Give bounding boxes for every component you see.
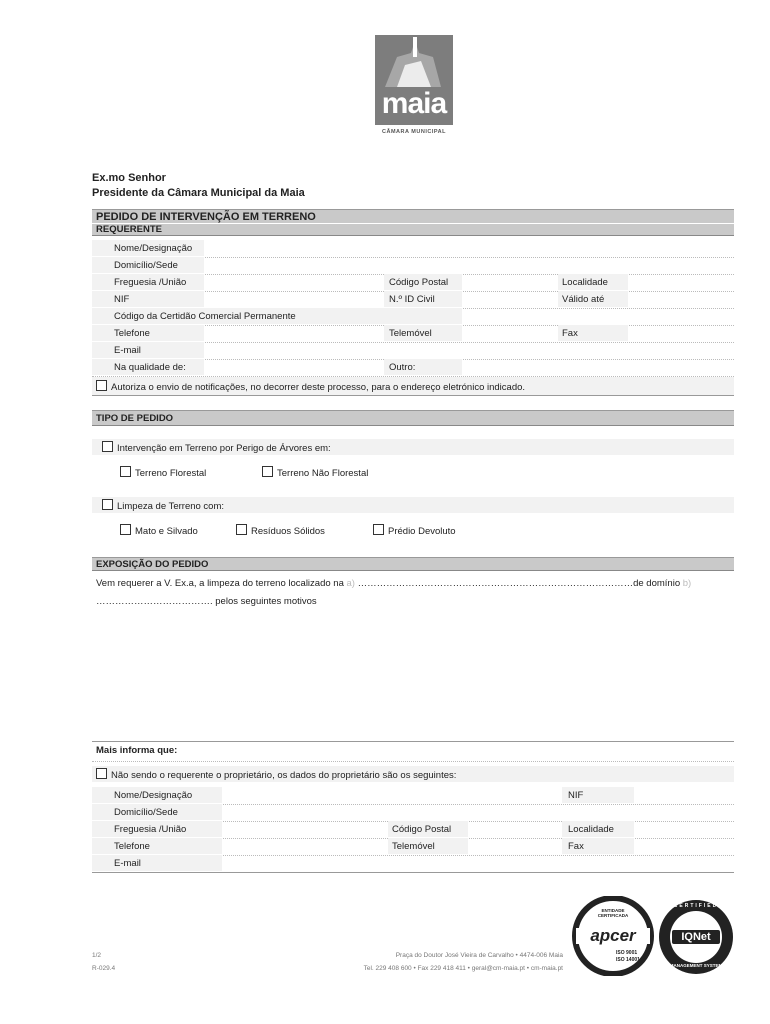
label-telemovel: Telemóvel [389, 328, 432, 339]
requerente-header: REQUERENTE [92, 224, 734, 236]
row-limpeza [92, 497, 734, 513]
apcer-badge [570, 896, 656, 976]
label-prop-email: E-mail [114, 858, 141, 869]
label-prop-fax: Fax [568, 841, 584, 852]
form-title: PEDIDO DE INTERVENÇÃO EM TERRENO [92, 209, 734, 223]
row-prop-freguesia [92, 821, 734, 839]
row-prop-telefone [92, 838, 734, 856]
row-qualidade [92, 359, 734, 377]
label-prop-nif: NIF [568, 790, 584, 801]
exposicao-text-area[interactable] [92, 612, 734, 740]
florestal-label: Terreno Florestal [135, 468, 207, 479]
row-telefone [92, 325, 734, 343]
row-autoriza [92, 377, 734, 396]
label-prop-localidade: Localidade [568, 824, 614, 835]
predio-label: Prédio Devoluto [388, 526, 456, 537]
proprietario-checkbox[interactable] [96, 768, 107, 779]
exposicao-line-2: ………………………………. pelos seguintes motivos [96, 596, 317, 607]
iso-14001: ISO 14001 [616, 957, 640, 963]
row-freguesia [92, 274, 734, 292]
label-telefone: Telefone [114, 328, 150, 339]
label-prop-telemovel: Telemóvel [392, 841, 435, 852]
label-prop-freguesia: Freguesia /União [114, 824, 187, 835]
predio-option[interactable] [373, 524, 456, 537]
tipo-header: TIPO DE PEDIDO [92, 410, 734, 426]
label-prop-domicilio: Domicílio/Sede [114, 807, 178, 818]
label-qualidade: Na qualidade de: [114, 362, 186, 373]
row-proprietario [92, 766, 734, 782]
apcer-ring-text: ENTIDADE CERTIFICADA [597, 908, 629, 918]
label-nif: NIF [114, 294, 130, 305]
nao-florestal-label: Terreno Não Florestal [277, 468, 369, 479]
exposicao-header: EXPOSIÇÃO DO PEDIDO [92, 557, 734, 571]
label-valido: Válido até [562, 294, 605, 305]
mais-header: Mais informa que: [96, 745, 178, 756]
footer-address: Praça do Doutor José Vieira de Carvalho • 4474-006 Maia [395, 952, 563, 959]
exposicao-line-1 [96, 578, 691, 589]
field-nome[interactable] [204, 240, 734, 256]
label-certidao: Código da Certidão Comercial Permanente [114, 311, 296, 322]
nao-florestal-checkbox[interactable] [262, 466, 273, 477]
mato-checkbox[interactable] [120, 524, 131, 535]
mato-option[interactable] [120, 524, 198, 537]
iqnet-ring-bottom: MANAGEMENT SYSTEM [669, 963, 723, 968]
label-prop-codigo-postal: Código Postal [392, 824, 452, 835]
logo-word: maia [381, 87, 447, 120]
label-codigo-postal: Código Postal [389, 277, 449, 288]
row-prop-email [92, 855, 734, 873]
mato-label: Mato e Silvado [135, 526, 198, 537]
label-outro: Outro: [389, 362, 416, 373]
municipality-logo [375, 35, 453, 135]
footer-contacts: Tel. 229 408 600 • Fax 229 418 411 • geral@cm-maia.pt • cm-maia.pt [363, 965, 563, 972]
page-number: 1/2 [92, 952, 102, 959]
row-domicilio [92, 257, 734, 275]
recipient: Presidente da Câmara Municipal da Maia [92, 187, 305, 199]
autoriza-option[interactable] [96, 380, 525, 393]
iqnet-badge [656, 897, 736, 977]
residuos-label: Resíduos Sólidos [251, 526, 325, 537]
label-email: E-mail [114, 345, 141, 356]
label-prop-telefone: Telefone [114, 841, 150, 852]
row-email [92, 342, 734, 360]
limpeza-option[interactable] [102, 499, 224, 512]
label-fax: Fax [562, 328, 578, 339]
residuos-checkbox[interactable] [236, 524, 247, 535]
proprietario-option[interactable] [96, 768, 456, 781]
row-intervencao [92, 439, 734, 455]
salutation: Ex.mo Senhor [92, 172, 166, 184]
label-nome: Nome/Designação [114, 243, 193, 254]
row-nome [92, 240, 734, 258]
autoriza-checkbox[interactable] [96, 380, 107, 391]
note-b: b) [682, 578, 692, 589]
iso-9001: ISO 9001 [616, 950, 638, 956]
label-freguesia: Freguesia /União [114, 277, 187, 288]
intervencao-checkbox[interactable] [102, 441, 113, 452]
nao-florestal-option[interactable] [262, 466, 368, 479]
note-a: a) [346, 578, 355, 589]
autoriza-label: Autoriza o envio de notificações, no decorrer deste processo, para o endereço eletrónico indicado. [111, 382, 526, 393]
exposicao-text-a: Vem requerer a V. Ex.a, a limpeza do terreno localizado na [96, 578, 344, 589]
florestal-option[interactable] [120, 466, 206, 479]
limpeza-label: Limpeza de Terreno com: [117, 501, 225, 512]
iqnet-ring-top: CERTIFIED [673, 903, 719, 909]
apcer-word: apcer [590, 926, 636, 945]
label-domicilio: Domicílio/Sede [114, 260, 178, 271]
row-prop-domicilio [92, 804, 734, 822]
intervencao-option[interactable] [102, 441, 331, 454]
logo-subtitle: CÂMARA MUNICIPAL [382, 129, 446, 135]
iqnet-word: IQNet [681, 931, 711, 943]
exposicao-text-b: ……………………………………………………………………………de domínio [357, 578, 681, 589]
row-nif [92, 291, 734, 309]
row-prop-nome [92, 787, 734, 805]
label-id-civil: N.º ID Civil [389, 294, 435, 305]
label-localidade: Localidade [562, 277, 608, 288]
label-prop-nome: Nome/Designação [114, 790, 193, 801]
form-ref: R-029.4 [92, 965, 116, 972]
proprietario-label: Não sendo o requerente o proprietário, os dados do proprietário são os seguintes: [111, 770, 457, 781]
predio-checkbox[interactable] [373, 524, 384, 535]
row-certidao [92, 308, 734, 326]
limpeza-checkbox[interactable] [102, 499, 113, 510]
field-domicilio[interactable] [204, 257, 734, 273]
residuos-option[interactable] [236, 524, 325, 537]
logo-emblem [375, 35, 453, 125]
intervencao-label: Intervenção em Terreno por Perigo de Árvores em: [117, 443, 331, 454]
florestal-checkbox[interactable] [120, 466, 131, 477]
